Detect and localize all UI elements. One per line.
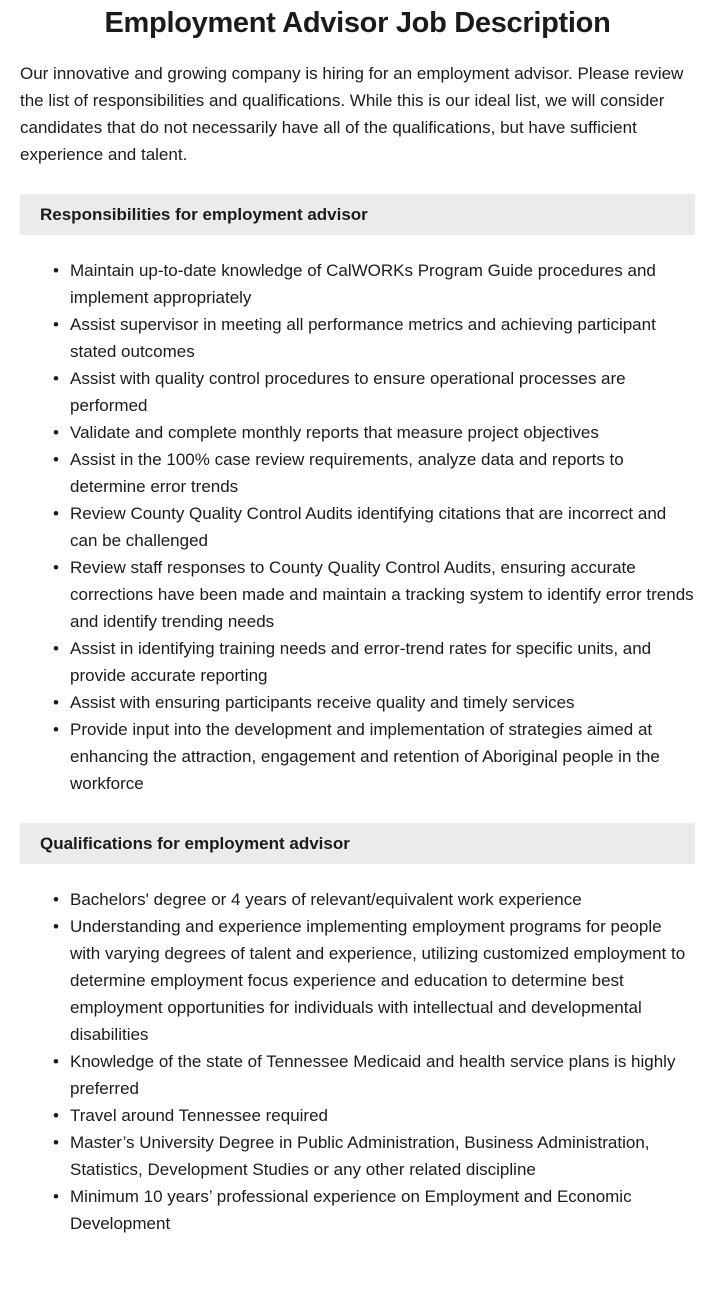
list-item: • Knowledge of the state of Tennessee Medicaid and health service plans is highly preferred xyxy=(70,1048,695,1102)
intro-paragraph: Our innovative and growing company is hiring for an employment advisor. Please review the list of responsibilities and qualifications. While this is our ideal list, we will consider candidates that do not necessarily have all of the qualifications, but have sufficient experience and talent. xyxy=(20,64,684,164)
responsibilities-list xyxy=(20,257,695,797)
list-item: • Review staff responses to County Quality Control Audits, ensuring accurate corrections have been made and maintain a tracking system to identify error trends and identify trending needs xyxy=(70,554,695,635)
section-qualifications xyxy=(20,823,695,1237)
list-item: • Provide input into the development and implementation of strategies aimed at enhancing the attraction, engagement and retention of Aboriginal people in the workforce xyxy=(70,716,695,797)
qualifications-list xyxy=(20,886,695,1237)
section-heading-responsibilities: Responsibilities for employment advisor xyxy=(20,194,695,235)
list-item: • Bachelors' degree or 4 years of relevant/equivalent work experience xyxy=(70,886,695,913)
list-item: • Validate and complete monthly reports that measure project objectives xyxy=(70,419,695,446)
section-responsibilities xyxy=(20,194,695,797)
list-item: • Assist supervisor in meeting all performance metrics and achieving participant stated outcomes xyxy=(70,311,695,365)
list-item: • Assist with ensuring participants receive quality and timely services xyxy=(70,689,695,716)
list-item: • Review County Quality Control Audits identifying citations that are incorrect and can be challenged xyxy=(70,500,695,554)
job-description-page xyxy=(0,6,720,1293)
list-item: • Travel around Tennessee required xyxy=(70,1102,695,1129)
list-item: • Understanding and experience implementing employment programs for people with varying degrees of talent and experience, utilizing customized employment to determine employment focus experience and education to determine best employment opportunities for individuals with intellectual and developmental disabilities xyxy=(70,913,695,1048)
section-heading-qualifications: Qualifications for employment advisor xyxy=(20,823,695,864)
list-item: • Assist in identifying training needs and error-trend rates for specific units, and provide accurate reporting xyxy=(70,635,695,689)
list-item: • Assist in the 100% case review requirements, analyze data and reports to determine error trends xyxy=(70,446,695,500)
list-item: • Master’s University Degree in Public Administration, Business Administration, Statistics, Development Studies or any other related discipline xyxy=(70,1129,695,1183)
list-item: • Minimum 10 years’ professional experience on Employment and Economic Development xyxy=(70,1183,695,1237)
page-title: Employment Advisor Job Description xyxy=(104,7,611,39)
list-item: • Assist with quality control procedures to ensure operational processes are performed xyxy=(70,365,695,419)
list-item: • Maintain up-to-date knowledge of CalWORKs Program Guide procedures and implement appropriately xyxy=(70,257,695,311)
